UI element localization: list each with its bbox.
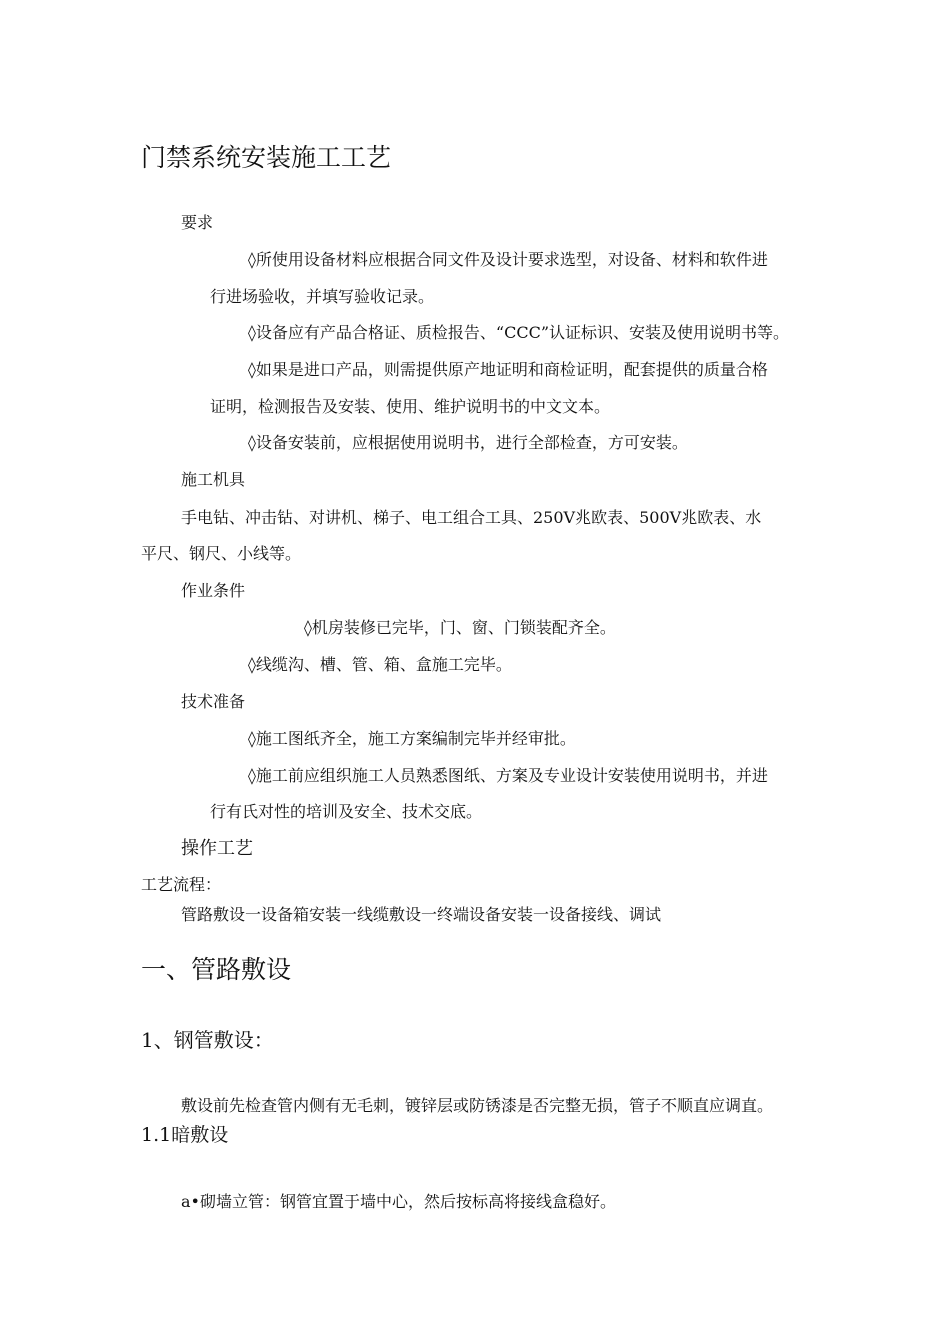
requirements-item-3-line-1: ◊如果是进口产品，则需提供原产地证明和商检证明，配套提供的质量合格 (248, 360, 768, 379)
tech-prep-item-2-line-1: ◊施工前应组织施工人员熟悉图纸、方案及专业设计安装使用说明书，并进 (248, 766, 768, 785)
section-1-1-heading: 1、钢管敷设： (141, 1028, 274, 1052)
requirements-item-1-line-1: ◊所使用设备材料应根据合同文件及设计要求选型，对设备、材料和软件进 (248, 250, 768, 269)
conditions-item-1: ◊机房装修已完毕，门、窗、门锁装配齐全。 (304, 618, 616, 637)
requirements-heading: 要求 (181, 213, 214, 232)
tools-line-1: 手电钻、冲击钻、对讲机、梯子、电工组合工具、250V兆欧表、500V兆欧表、水 (181, 508, 762, 527)
section-1-1-1-heading: 1.1暗敷设 (141, 1124, 229, 1146)
section-1-1-1-item-a: a•砌墙立管：钢管宜置于墙中心，然后按标高将接线盒稳好。 (181, 1192, 616, 1211)
tools-heading: 施工机具 (181, 470, 246, 489)
requirements-item-1-line-2: 行进场验收，并填写验收记录。 (210, 287, 435, 306)
tech-prep-item-2-line-2: 行有氏对性的培训及安全、技术交底。 (210, 802, 483, 821)
section-1-heading: 一、管路敷设 (141, 955, 292, 984)
requirements-item-3-line-2: 证明，检测报告及安装、使用、维护说明书的中文文本。 (210, 397, 611, 416)
requirements-item-2: ◊设备应有产品合格证、质检报告、“CCC”认证标识、安装及使用说明书等。 (248, 323, 789, 342)
process-flow-label: 工艺流程： (141, 875, 222, 894)
section-1-1-paragraph: 敷设前先检查管内侧有无毛刺，镀锌层或防锈漆是否完整无损，管子不顺直应调直。 (181, 1096, 774, 1115)
requirements-item-4: ◊设备安装前，应根据使用说明书，进行全部检查，方可安装。 (248, 433, 688, 452)
process-flow: 管路敷设一设备箱安装一线缆敷设一终端设备安装一设备接线、调试 (181, 905, 662, 924)
tech-prep-heading: 技术准备 (181, 692, 246, 711)
conditions-item-2: ◊线缆沟、槽、管、箱、盒施工完毕。 (248, 655, 512, 674)
tools-line-2: 平尺、钢尺、小线等。 (141, 544, 302, 563)
document-title: 门禁系统安装施工工艺 (141, 143, 392, 172)
tech-prep-item-1: ◊施工图纸齐全，施工方案编制完毕并经审批。 (248, 729, 576, 748)
conditions-heading: 作业条件 (181, 581, 246, 600)
process-heading: 操作工艺 (181, 838, 253, 859)
